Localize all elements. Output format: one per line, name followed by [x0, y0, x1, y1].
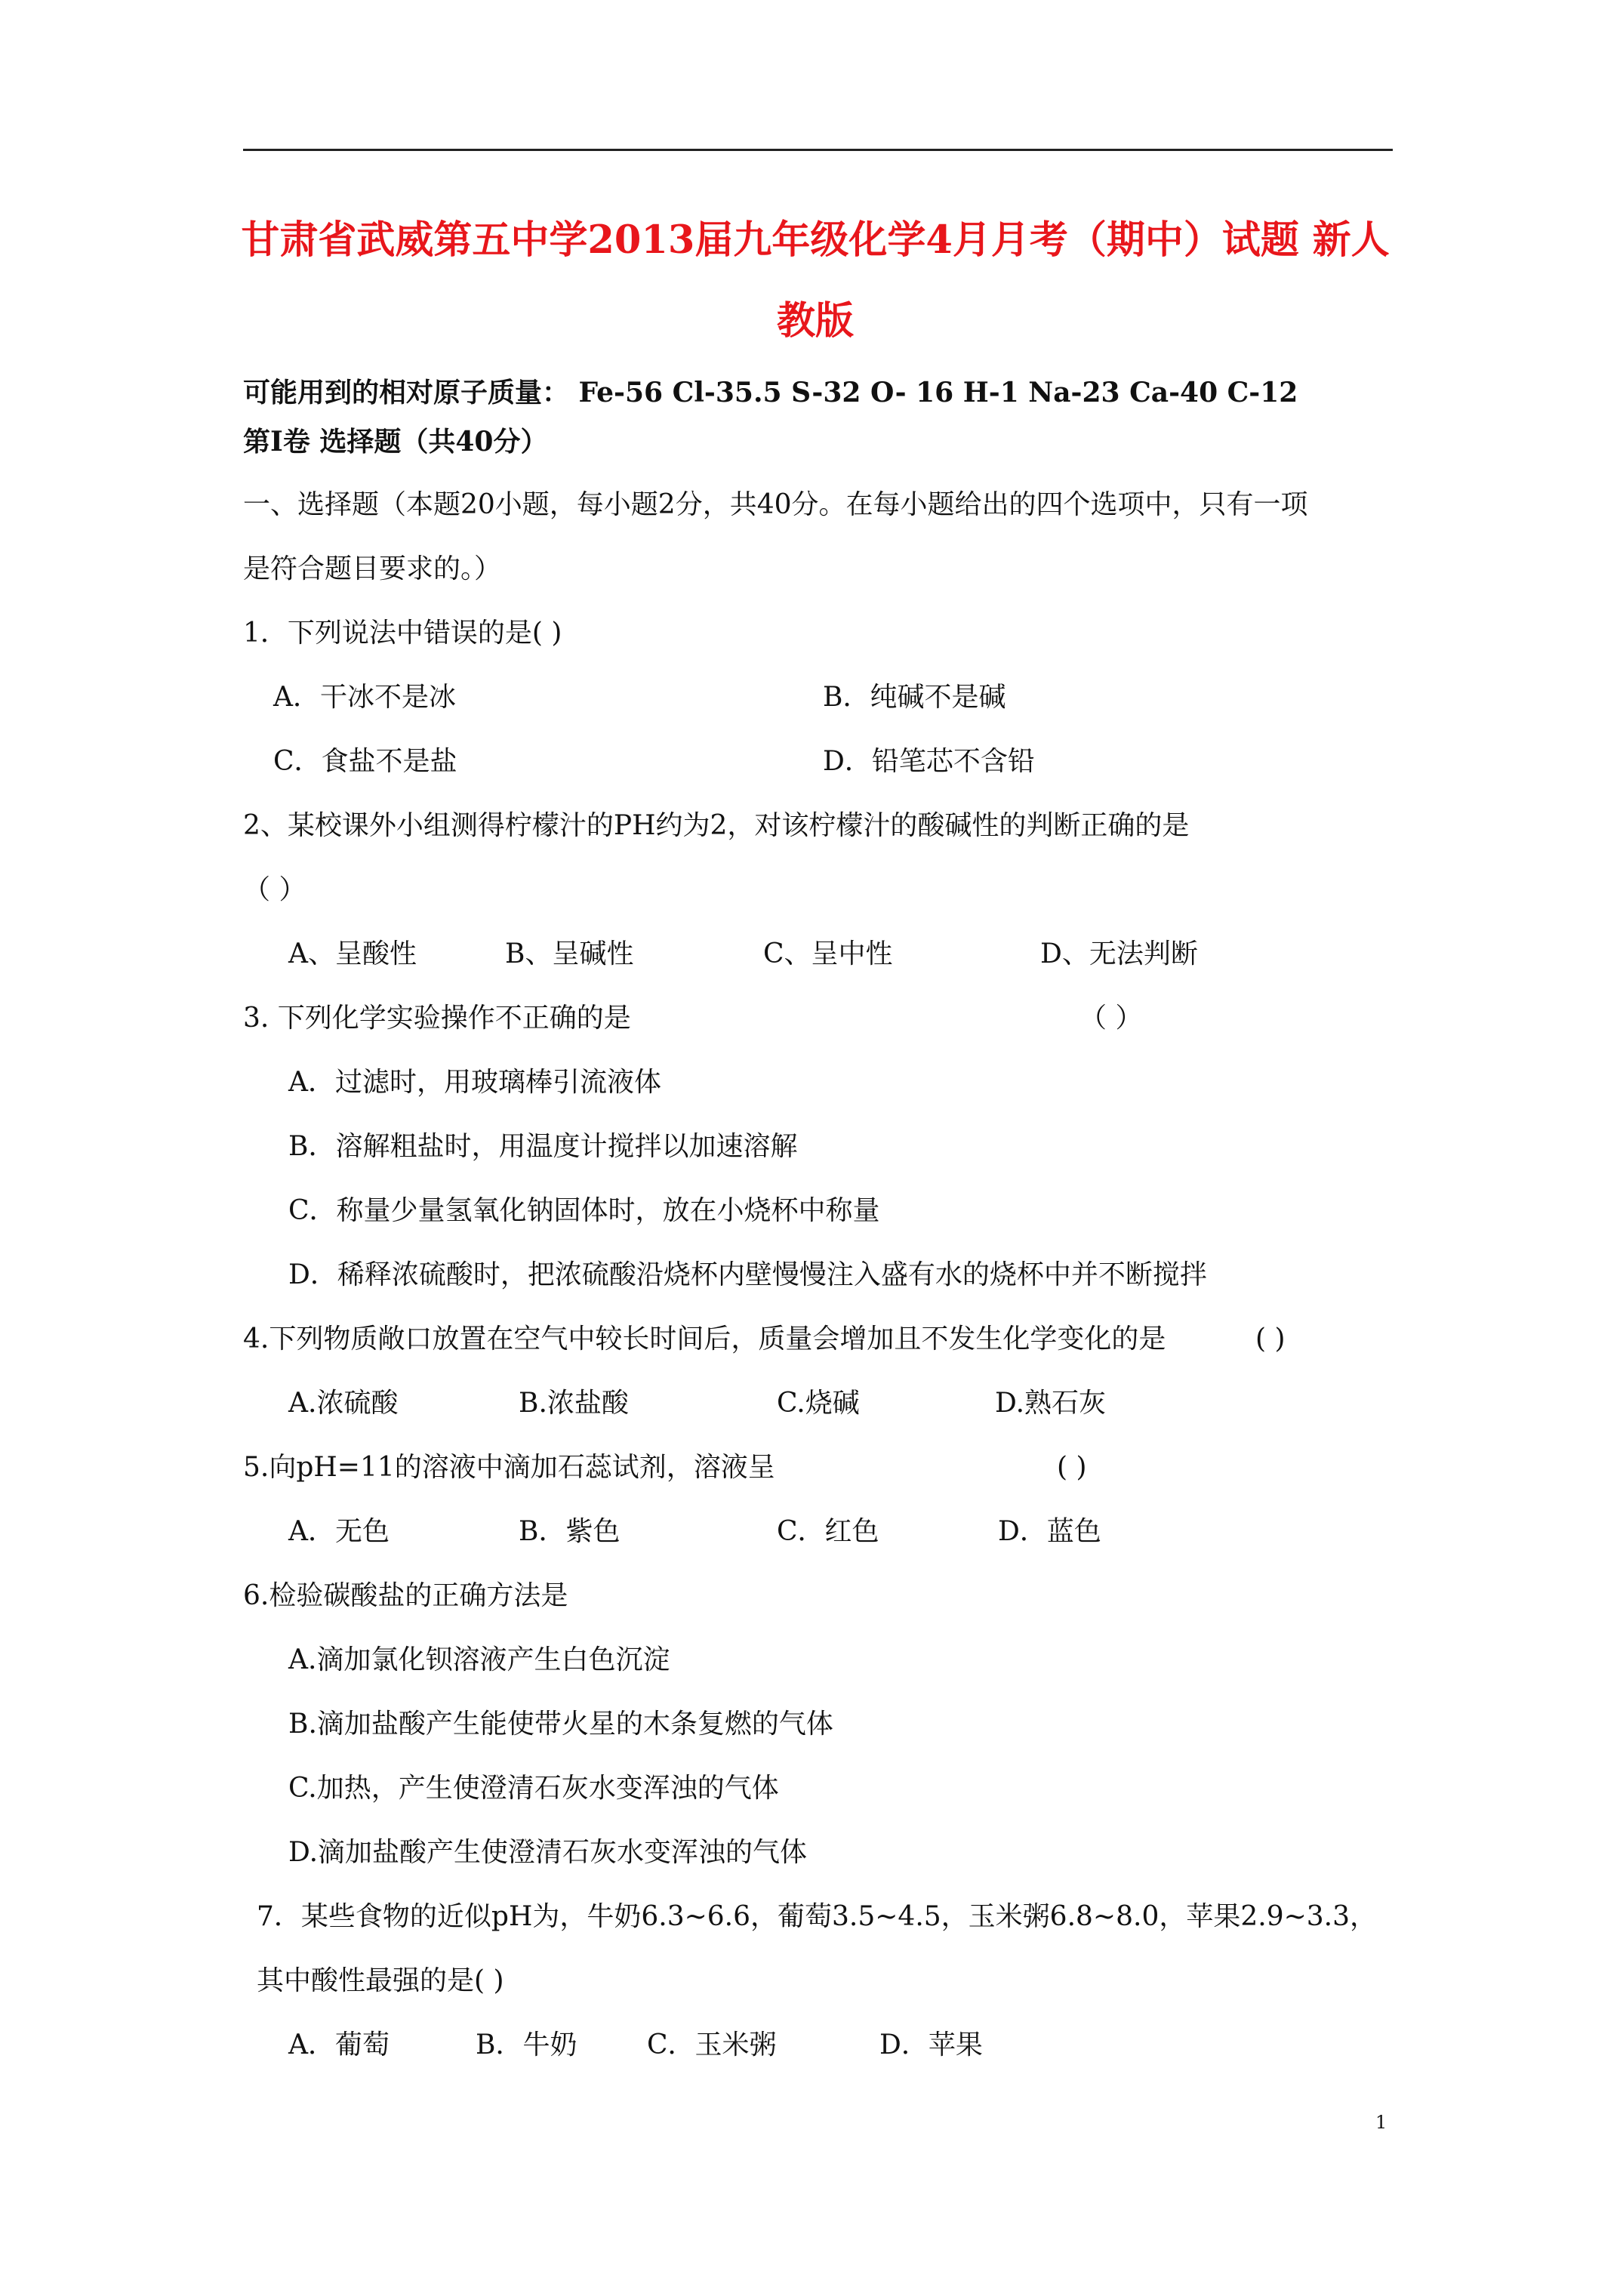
question-5-option-c: C．红色 — [777, 1516, 879, 1547]
question-7-stem: 7．某些食物的近似pH为，牛奶6.3~6.6，葡萄3.5~4.5，玉米粥6.8~8.0，苹果2.9~3.3， — [257, 1901, 1378, 1932]
question-5-option-a: A．无色 — [288, 1516, 390, 1547]
question-3-option-d: D．稀释浓硫酸时，把浓硫酸沿烧杯内壁慢慢注入盛有水的烧杯中并不断搅拌 — [288, 1259, 1207, 1290]
question-2-options — [288, 938, 1421, 971]
question-3-option-c: C．称量少量氢氧化钠固体时，放在小烧杯中称量 — [288, 1195, 880, 1226]
question-7-stem-cont: 其中酸性最强的是( ) — [257, 1965, 504, 1996]
question-7-option-a: A．葡萄 — [288, 2029, 390, 2060]
question-6-option-a: A.滴加氯化钡溶液产生白色沉淀 — [288, 1644, 670, 1675]
question-6-stem: 6.检验碳酸盐的正确方法是 — [243, 1580, 568, 1611]
page-number: 1 — [1375, 2112, 1387, 2133]
question-4-option-d: D.熟石灰 — [995, 1388, 1107, 1419]
question-3-stem: 3. 下列化学实验操作不正确的是 — [243, 1003, 631, 1034]
question-4-option-c: C.烧碱 — [777, 1388, 860, 1419]
question-2-option-d: D、无法判断 — [1040, 938, 1198, 969]
question-3-answer-bracket: （ ） — [1079, 1003, 1143, 1034]
question-5-stem: 5.向pH=11的溶液中滴加石蕊试剂，溶液呈 — [243, 1452, 775, 1483]
question-1-option-d: D．铅笔芯不含铅 — [823, 746, 1035, 777]
section-instructions-2: 是符合题目要求的。） — [243, 553, 502, 584]
question-4-answer-bracket: ( ) — [1255, 1324, 1286, 1354]
question-1-options-row-2 — [273, 748, 1406, 778]
question-7-option-d: D．苹果 — [879, 2029, 983, 2060]
document-title-line-1: 甘肃省武威第五中学2013届九年级化学4月月考（期中）试题 新人 — [241, 217, 1390, 263]
section-instructions-1: 一、选择题（本题20小题，每小题2分，共40分。在每小题给出的四个选项中，只有一项 — [243, 489, 1308, 520]
question-2-option-c: C、呈中性 — [763, 938, 893, 969]
question-5-options — [288, 1518, 1421, 1549]
question-5-option-b: B．紫色 — [519, 1516, 621, 1547]
question-7-options — [288, 2029, 1421, 2062]
question-2-stem: 2、某校课外小组测得柠檬汁的PH约为2，对该柠檬汁的酸碱性的判断正确的是 — [243, 810, 1190, 841]
question-3-option-b: B．溶解粗盐时，用温度计搅拌以加速溶解 — [288, 1131, 798, 1162]
question-1-options-row-1 — [273, 684, 1406, 714]
question-1-option-b: B．纯碱不是碱 — [823, 682, 1006, 713]
question-5-option-d: D．蓝色 — [998, 1516, 1101, 1547]
question-2-stem-cont: （ ） — [243, 874, 306, 905]
document-title-line-2: 教版 — [776, 298, 854, 344]
question-6-option-c: C.加热，产生使澄清石灰水变浑浊的气体 — [288, 1773, 779, 1804]
atomic-masses: 可能用到的相对原子质量： Fe-56 Cl-35.5 S-32 O- 16 H-1 Na-23 Ca-40 C-12 — [243, 377, 1298, 408]
question-3-option-a: A．过滤时，用玻璃棒引流液体 — [288, 1067, 661, 1098]
question-1-stem: 1．下列说法中错误的是( ) — [243, 618, 562, 649]
header-rule — [243, 149, 1393, 151]
question-4-stem: 4.下列物质敞口放置在空气中较长时间后，质量会增加且不发生化学变化的是 — [243, 1324, 1166, 1354]
question-6-option-d: D.滴加盐酸产生使澄清石灰水变浑浊的气体 — [288, 1837, 808, 1868]
question-5-answer-bracket: ( ) — [1057, 1452, 1087, 1483]
question-4-options — [288, 1390, 1421, 1420]
question-4-option-b: B.浓盐酸 — [519, 1388, 629, 1419]
question-2-option-a: A、呈酸性 — [288, 938, 417, 969]
question-7-option-b: B．牛奶 — [476, 2029, 577, 2060]
question-2-option-b: B、呈碱性 — [505, 938, 634, 969]
question-4-option-a: A.浓硫酸 — [288, 1388, 399, 1419]
question-1-option-c: C．食盐不是盐 — [273, 746, 457, 777]
question-7-option-c: C．玉米粥 — [647, 2029, 777, 2060]
section-heading: 第Ⅰ卷 选择题（共40分） — [243, 426, 548, 458]
question-1-option-a: A．干冰不是冰 — [273, 682, 456, 713]
question-6-option-b: B.滴加盐酸产生能使带火星的木条复燃的气体 — [288, 1709, 833, 1740]
